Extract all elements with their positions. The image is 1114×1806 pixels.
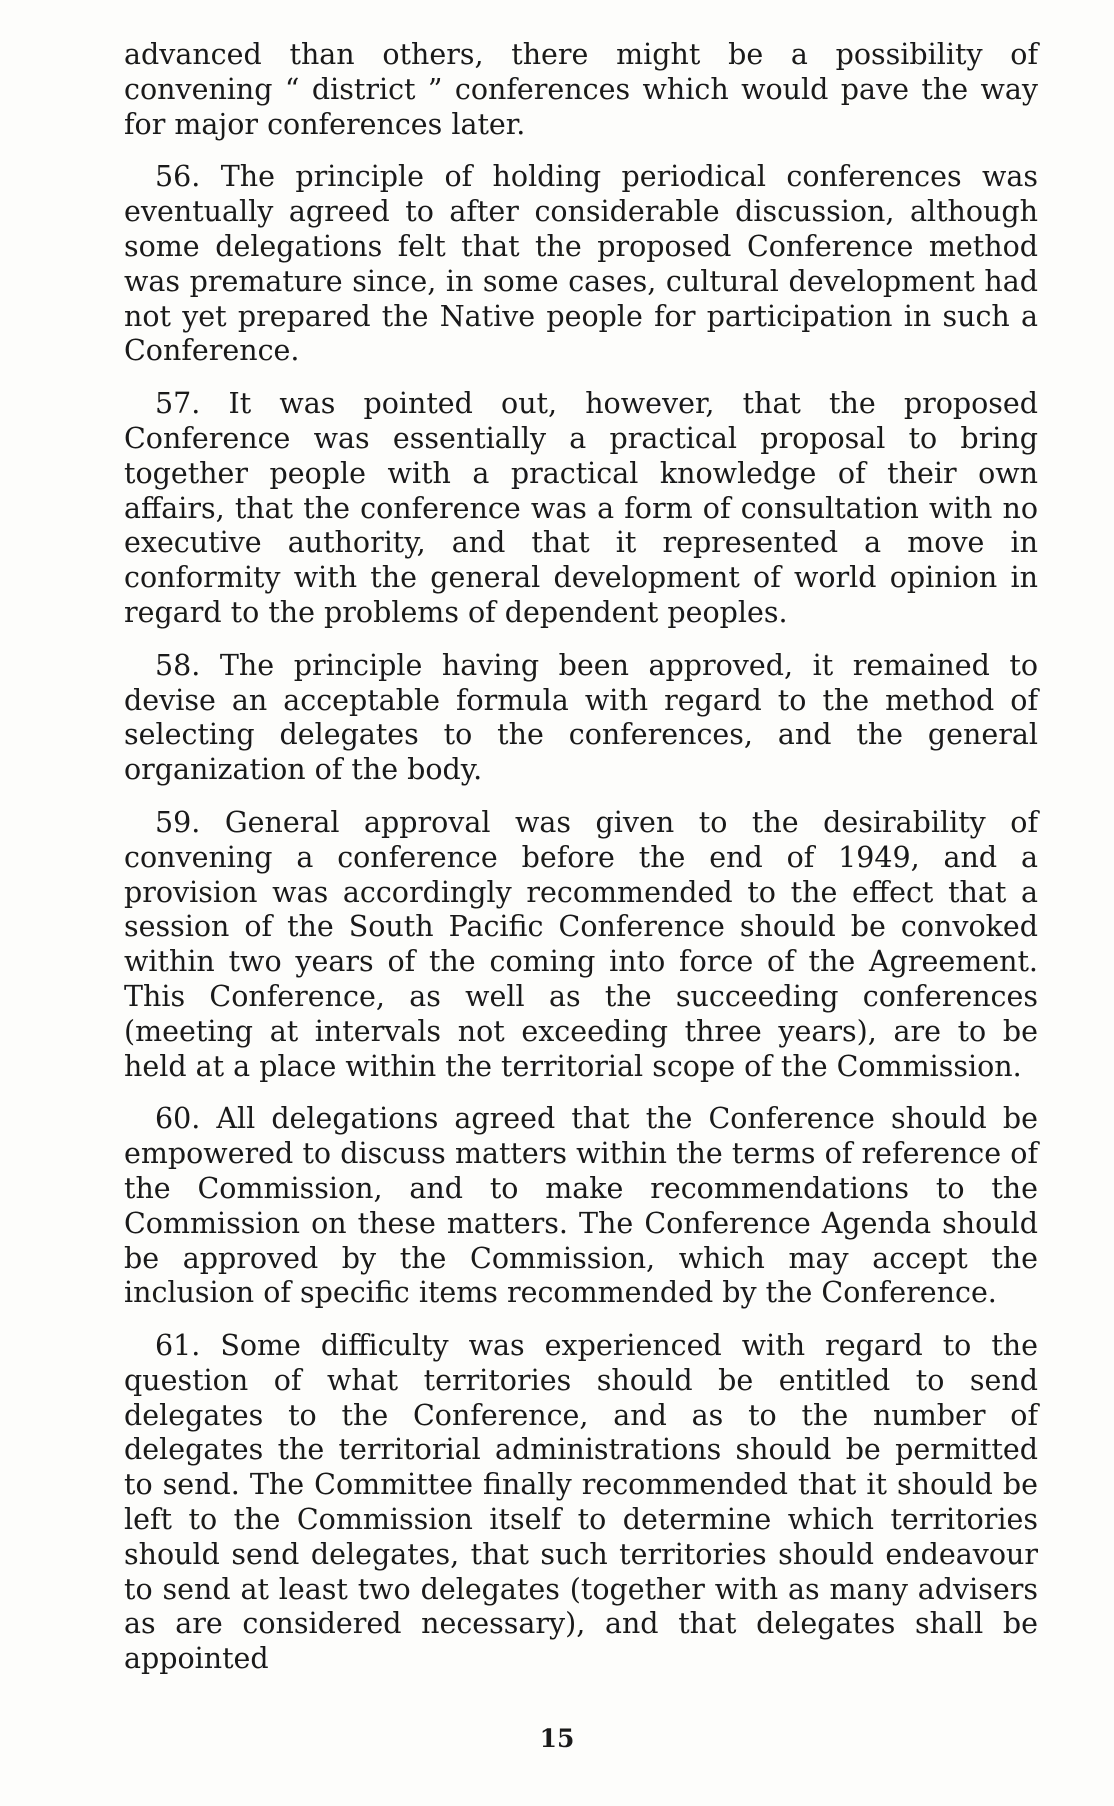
paragraph-number: 61. <box>155 1329 201 1363</box>
paragraph-60: 60. All delegations agreed that the Conference should be empowered to discuss matters within the terms of reference of the Commission, and to make recommendations to the Commission on these matters. The Conference Agenda should be approved by the Commission, which may accept the inclusion of specific items recommended by the Conference. <box>124 1102 1038 1310</box>
paragraph-58: 58. The principle having been approved, it remained to devise an acceptable formula with regard to the method of selecting delegates to the conferences, and the general organization of the body. <box>124 648 1039 787</box>
paragraph-number: 58. <box>155 648 201 682</box>
paragraph-number: 59. <box>155 805 201 839</box>
paragraph-number: 57. <box>155 387 201 421</box>
paragraph-number: 56. <box>155 160 201 194</box>
paragraph-number: 60. <box>155 1102 201 1136</box>
page-number: 15 <box>539 1724 575 1753</box>
paragraph-61: 61. Some difficulty was experienced with regard to the question of what territories should be entitled to send delegates to the Conference, and as to the number of delegates the territorial administrations should be permitted to send. The Committee finally recommended that it should be left to the Commission itself to determine which territories should send delegates, that such territories should endeavour to send at least two delegates (together with as many advisers as are considered necessary), and that delegates shall be appointed <box>124 1329 1038 1676</box>
paragraph-59: 59. General approval was given to the desirability of convening a conference before the end of 1949, and a provision was accordingly recommended to the effect that a session of the South Pacific Conference should be convoked within two years of the coming into force of the Agreement. This Conference, as well as the succeeding conferences (meeting at intervals not exceeding three years), are to be held at a place within the territorial scope of the Commission. <box>124 805 1039 1083</box>
paragraph-57: 57. It was pointed out, however, that the proposed Conference was essentially a practical proposal to bring together people with a practical knowledge of their own affairs, that the conference was a form of consultation with no executive authority, and that it represented a move in conformity with the general development of world opinion in regard to the problems of dependent peoples. <box>124 387 1038 629</box>
paragraph-56: 56. The principle of holding periodical conferences was eventually agreed to after considerable discussion, although some delegations felt that the proposed Conference method was premature since, in some cases, cultural development had not yet prepared the Native people for participation in such a Conference. <box>124 160 1039 368</box>
paragraph-continuation: advanced than others, there might be a possibility of convening “ district ” conferences which would pave the way for major conferences later. <box>124 38 1038 141</box>
body-text <box>124 38 1038 1695</box>
